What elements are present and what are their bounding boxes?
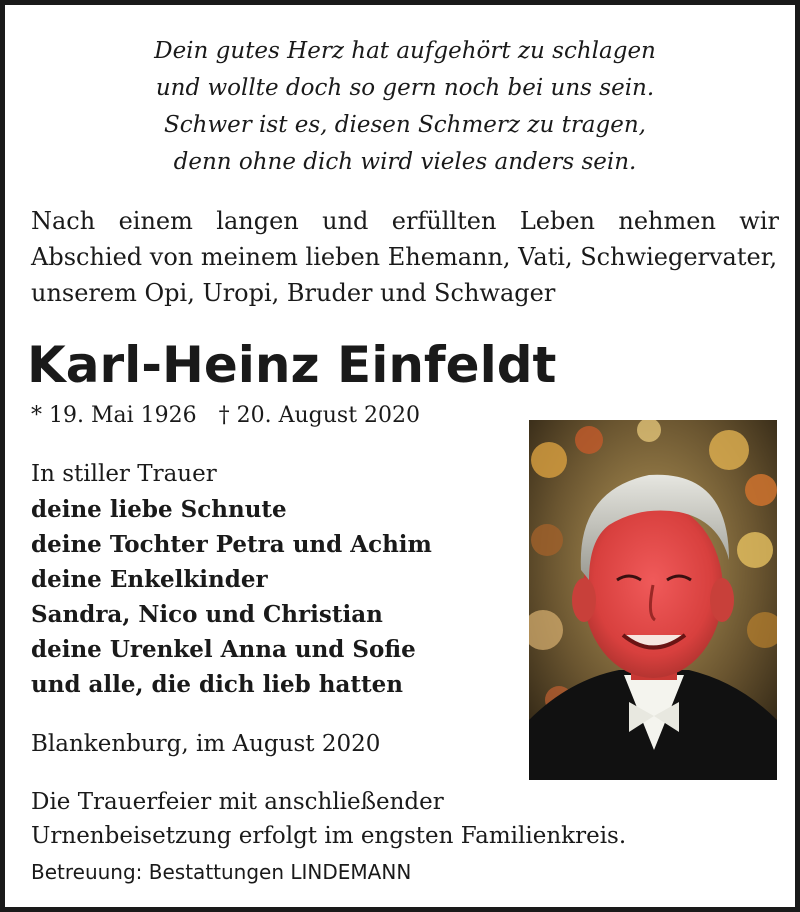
funeral-service-info [31,785,626,853]
mourners-list [31,457,432,702]
mourner-line: Sandra, Nico und Christian [31,601,383,628]
intro-line: Nach einem langen und erfüllten Leben nehmen wir [31,207,779,235]
portrait-image [529,420,777,780]
mourner-line: deine Enkelkinder [31,566,268,593]
service-line: Die Trauerfeier mit anschließender [31,789,444,815]
poem-line: Dein gutes Herz hat aufgehört zu schlagen [154,38,656,64]
intro-line: unserem Opi, Uropi, Bruder und Schwager [31,279,556,307]
mourner-line: deine liebe Schnute [31,496,287,523]
portrait-photo [529,420,777,780]
mourner-line: und alle, die dich lieb hatten [31,671,403,698]
deceased-name: Karl-Heinz Einfeldt [27,336,557,394]
mourner-line: deine Tochter Petra und Achim [31,531,432,558]
life-dates [31,401,420,431]
death-date: † 20. August 2020 [218,403,421,428]
poem-line: und wollte doch so gern noch bei uns sein. [155,75,655,101]
undertaker-credit: Betreuung: Bestattungen LINDEMANN [31,860,412,884]
place-and-date: Blankenburg, im August 2020 [31,731,381,757]
poem-line: Schwer ist es, diesen Schmerz zu tragen, [164,112,646,138]
mourners-heading: In stiller Trauer [31,461,217,487]
poem-line: denn ohne dich wird vieles anders sein. [173,149,637,175]
memorial-poem [35,33,775,181]
intro-line: Abschied von meinem lieben Ehemann, Vati, Schwiegervater, [31,243,778,271]
intro-text [31,203,779,311]
birth-date: * 19. Mai 1926 [31,403,197,428]
service-line: Urnenbeisetzung erfolgt im engsten Familienkreis. [31,823,627,849]
mourner-line: deine Urenkel Anna und Sofie [31,636,416,663]
